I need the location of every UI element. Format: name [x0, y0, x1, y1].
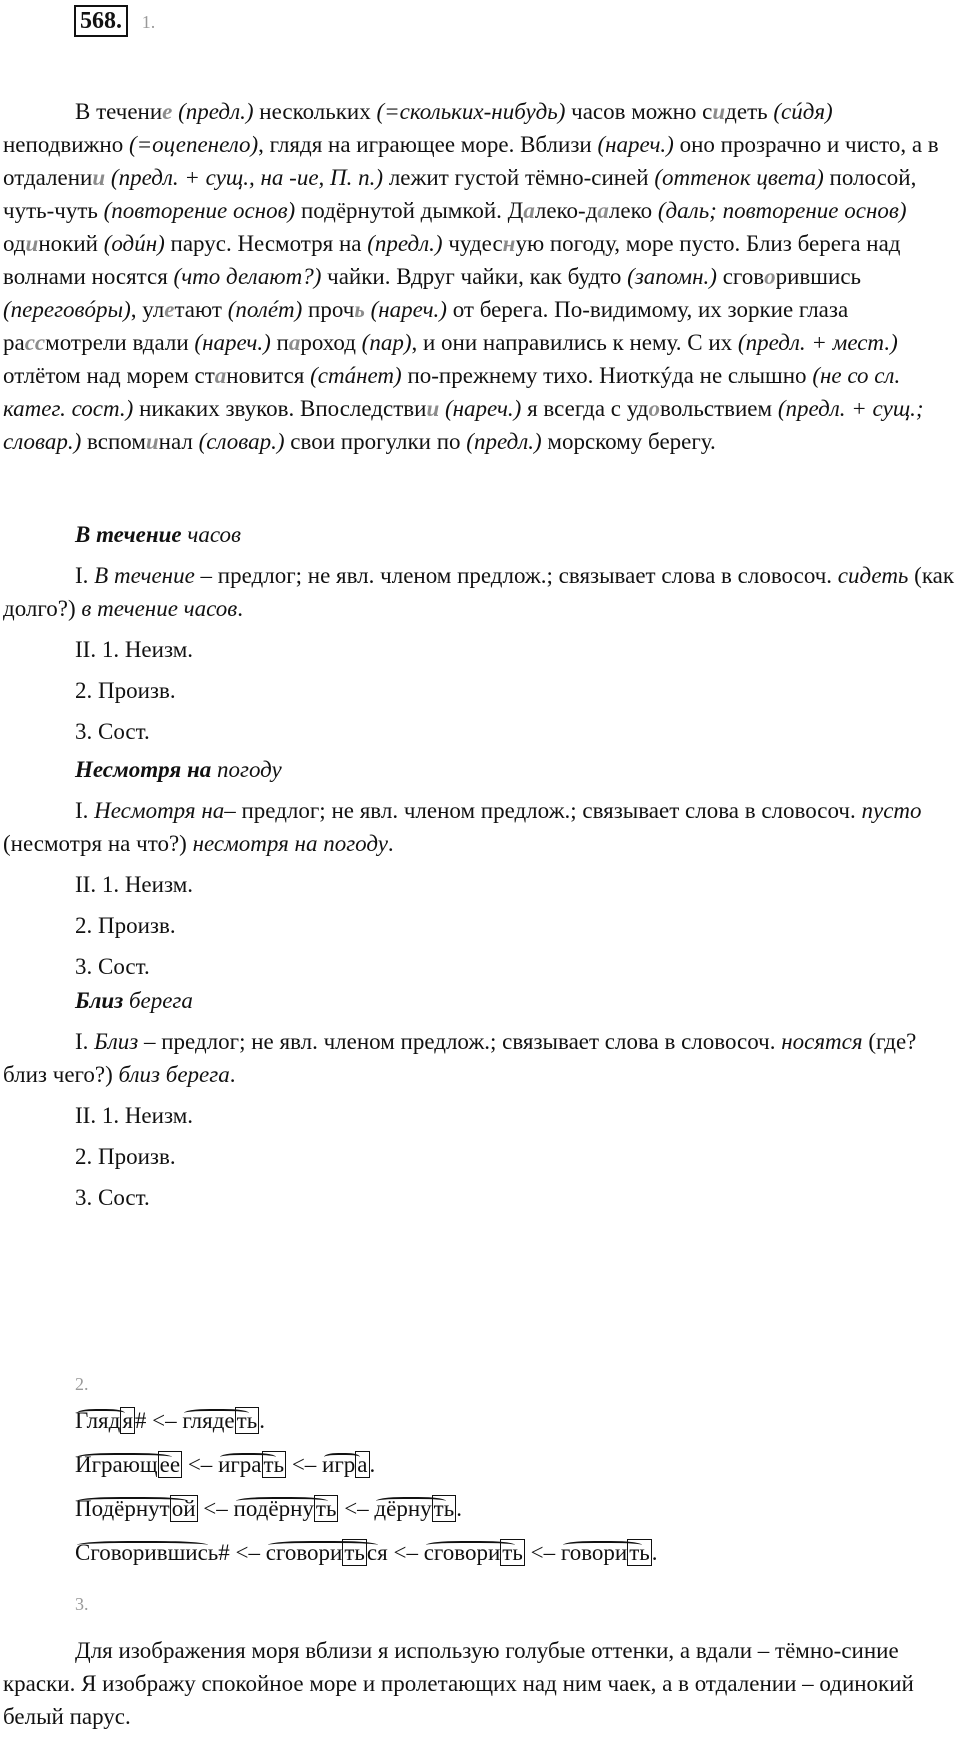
text-run: (не со сл. катег. сост.)	[3, 363, 901, 421]
word-stem: дёрну	[374, 1496, 432, 1521]
section-paragraph	[3, 1025, 955, 1091]
text-run: (полéт)	[227, 297, 303, 322]
derivation-arrow: .	[369, 1452, 376, 1477]
section-line: II. 1. Неизм.	[75, 872, 194, 897]
text-run: (предл. + сущ.; словар.)	[3, 396, 924, 454]
text-run: тают	[174, 297, 228, 322]
text-run: чудес	[442, 231, 503, 256]
derivation-arrow: <–	[182, 1452, 219, 1477]
text-run: од	[3, 231, 26, 256]
word-stem: говори	[560, 1540, 628, 1565]
section-line: 3. Сост.	[75, 1185, 150, 1210]
text-run: (переговóры)	[3, 297, 131, 322]
text-run: Несмотря на	[94, 798, 225, 823]
section-v-techenie	[3, 518, 955, 748]
stem-arc	[376, 1497, 446, 1507]
word-morphemes	[218, 1448, 286, 1481]
text-run: в течение часов	[81, 596, 238, 621]
word-morphemes	[424, 1536, 525, 1569]
stem-arc	[77, 1453, 172, 1463]
text-run: (повторение основ)	[103, 198, 296, 223]
text-run: лежит густой тёмно-синей	[383, 165, 655, 190]
section-paragraph	[3, 794, 955, 860]
stem-arc	[268, 1541, 378, 1551]
stem-arc	[77, 1409, 125, 1419]
text-run: от берега. По-видимому, их зоркие глаза ра	[3, 297, 849, 355]
word-stem: игр	[322, 1452, 356, 1477]
word-morphemes	[75, 1536, 218, 1569]
derivation-arrow: <–	[387, 1540, 424, 1565]
text-run: .	[387, 831, 394, 856]
stem-arc	[184, 1409, 249, 1419]
derivation-line	[75, 1448, 375, 1481]
word-morphemes	[322, 1448, 369, 1481]
word-stem: гляде	[182, 1408, 235, 1433]
word-morphemes	[561, 1536, 652, 1569]
text-run: – предлог; не явл. членом предлож.; связывает слова в словосоч.	[224, 798, 862, 823]
text-run: (пар)	[361, 330, 412, 355]
text-run: вольствием	[660, 396, 778, 421]
text-run: проч	[302, 297, 355, 322]
stem-arc	[426, 1541, 515, 1551]
section-bliz	[3, 984, 955, 1214]
text-run: (нареч.)	[364, 297, 447, 322]
text-run: (предл.)	[466, 429, 542, 454]
word-ending: ее	[159, 1452, 181, 1477]
word-ending: ть	[502, 1540, 523, 1565]
text-run: (стáнет)	[310, 363, 402, 388]
text-run: (сúдя)	[773, 99, 833, 124]
stem-arc	[324, 1453, 359, 1463]
highlighted-letter: н	[502, 231, 516, 256]
text-run: (нареч.)	[439, 396, 522, 421]
word-morphemes	[75, 1404, 135, 1437]
text-run: нал	[158, 429, 199, 454]
text-run: сгов	[716, 264, 765, 289]
section-line: 2. Произв.	[75, 1144, 176, 1169]
text-run: (оттенок цвета)	[654, 165, 824, 190]
text-run: (нареч.)	[194, 330, 271, 355]
word-stem: подёрну	[233, 1496, 314, 1521]
section-heading: Близ берега	[75, 988, 193, 1013]
text-run: I.	[75, 1029, 95, 1054]
text-run: новится	[226, 363, 311, 388]
word-morphemes	[234, 1492, 339, 1525]
text-run: – предлог; не явл. членом предлож.; связывает слова в словосоч.	[138, 1029, 782, 1054]
exercise-number: 568.	[74, 5, 128, 37]
section-heading: Несмотря на погоду	[75, 757, 282, 782]
word-stem: сговори	[265, 1540, 343, 1565]
text-run: неподвижно	[3, 132, 129, 157]
text-run: свои прогулки по	[284, 429, 467, 454]
text-run: .	[237, 596, 243, 621]
text-run: Близ	[94, 1029, 139, 1054]
word-stem: сговори	[423, 1540, 501, 1565]
derivation-line	[75, 1492, 462, 1525]
text-run: оно прозрачно и чисто, а в отдалени	[3, 132, 939, 190]
text-run: В течение	[94, 563, 195, 588]
derivation-arrow: # <–	[134, 1408, 183, 1433]
text-run: чайки. Вдруг чайки, как будто	[321, 264, 628, 289]
text-run: нескольких	[253, 99, 377, 124]
section-line: 3. Сост.	[75, 719, 150, 744]
text-run: несмотря на погоду	[192, 831, 388, 856]
text-run: (предл.)	[367, 231, 443, 256]
section-line: II. 1. Неизм.	[75, 637, 194, 662]
highlighted-letter: о	[648, 396, 661, 421]
highlighted-letter: и	[92, 165, 106, 190]
text-run: (одúн)	[103, 231, 165, 256]
text-run: близ берега	[118, 1062, 230, 1087]
word-ending: ть	[263, 1452, 285, 1477]
word-morphemes	[374, 1492, 456, 1525]
text-run: В течени	[75, 99, 163, 124]
text-run: леко-д	[534, 198, 598, 223]
text-run: (даль; повторение основ)	[657, 198, 907, 223]
word-morphemes	[75, 1492, 198, 1525]
text-run: (предл. + мест.)	[737, 330, 898, 355]
text-run: я всегда с уд	[521, 396, 649, 421]
text-run: (как долго?)	[3, 563, 955, 621]
word-stem: Подёрнут	[75, 1496, 170, 1521]
text-run: сидеть	[837, 563, 909, 588]
text-run: рившись	[775, 264, 862, 289]
text-run: (нареч.)	[597, 132, 674, 157]
derivation-arrow: <–	[524, 1540, 561, 1565]
stem-arc	[77, 1497, 188, 1507]
word-stem: игра	[218, 1452, 262, 1477]
text-run: деть	[725, 99, 774, 124]
highlighted-letter: и	[25, 231, 39, 256]
highlighted-letter: и	[712, 99, 726, 124]
word-morphemes	[75, 1448, 182, 1481]
highlighted-letter: о	[764, 264, 776, 289]
highlighted-letter: ь	[354, 297, 365, 322]
text-run: нокий	[38, 231, 104, 256]
derivation-line	[75, 1404, 265, 1437]
text-run: парус. Несмотря на	[164, 231, 368, 256]
text-run: – предлог; не явл. членом предлож.; связывает слова в словосоч.	[194, 563, 838, 588]
stem-arc	[236, 1497, 329, 1507]
word-morphemes	[266, 1536, 388, 1569]
word-stem: Сговорившись	[75, 1540, 219, 1565]
word-ending: ть	[629, 1540, 650, 1565]
text-run: I.	[75, 798, 95, 823]
derivation-arrow: # <–	[218, 1540, 266, 1565]
derivation-arrow: <–	[338, 1496, 375, 1521]
text-run: (предл.)	[172, 99, 254, 124]
text-run: п	[270, 330, 289, 355]
highlighted-letter: сс	[24, 330, 46, 355]
final-paragraph: Для изображения моря вблизи я использую голубые оттенки, а вдали – тёмно-синие краски. Я изображу спокойное море и пролетающих над ним чаек, а в отдалении – одинокий белый парус.	[3, 1638, 914, 1729]
highlighted-letter: а	[597, 198, 609, 223]
exercise-header	[74, 4, 155, 38]
word-ending: ть	[236, 1408, 258, 1433]
text-run: морскому берегу.	[541, 429, 716, 454]
text-run: (несмотря на что?)	[3, 831, 193, 856]
text-run: вспом	[81, 429, 146, 454]
word-ending: ой	[171, 1496, 196, 1521]
highlighted-letter: а	[214, 363, 227, 388]
text-run: (что делают?)	[173, 264, 322, 289]
highlighted-letter: е	[164, 297, 175, 322]
text-run: (где? близ чего?)	[3, 1029, 917, 1087]
word-ending: ть	[433, 1496, 455, 1521]
part-label-3: 3.	[75, 1594, 89, 1614]
text-run: .	[229, 1062, 236, 1087]
text-run: ую погоду, море пусто. Близ берега над волнами носятся	[3, 231, 901, 289]
section-line: II. 1. Неизм.	[75, 1103, 194, 1128]
text-run: мотрели вдали	[45, 330, 195, 355]
text-run: полосой, чуть-чуть	[3, 165, 917, 223]
derivation-arrow: .	[259, 1408, 265, 1433]
text-run: , и они направились к нему. С их	[411, 330, 738, 355]
word-postfix: ся	[366, 1540, 388, 1565]
text-run: подёрнутой дымкой. Д	[295, 198, 524, 223]
word-ending: ть	[344, 1540, 365, 1565]
section-heading: В течение часов	[75, 522, 241, 547]
highlighted-letter: а	[523, 198, 535, 223]
part-label-1: 1.	[141, 12, 156, 33]
stem-arc	[77, 1541, 208, 1551]
analyzed-text	[3, 95, 955, 458]
text-run: носятся	[781, 1029, 863, 1054]
text-run: (запомн.)	[627, 264, 717, 289]
text-run: (=скольких-нибудь)	[376, 99, 566, 124]
stem-arc	[220, 1453, 276, 1463]
word-stem: Гляд	[75, 1408, 121, 1433]
text-run: пусто	[861, 798, 922, 823]
text-run: (=оцепенело)	[128, 132, 259, 157]
section-nesmotrya-na	[3, 753, 955, 983]
section-line: 2. Произв.	[75, 913, 176, 938]
highlighted-letter: е	[162, 99, 173, 124]
text-run: роход	[300, 330, 362, 355]
section-line: 3. Сост.	[75, 954, 150, 979]
highlighted-letter: а	[288, 330, 301, 355]
word-ending: ть	[315, 1496, 337, 1521]
text-run: (предл. + сущ., на -ие, П. п.)	[105, 165, 384, 190]
part-label-2: 2.	[75, 1374, 89, 1394]
stem-arc	[563, 1541, 642, 1551]
text-run: , ул	[130, 297, 165, 322]
word-ending: а	[357, 1452, 368, 1477]
highlighted-letter: и	[145, 429, 159, 454]
word-stem: Играющ	[75, 1452, 158, 1477]
derivation-arrow: <–	[197, 1496, 234, 1521]
derivation-line	[75, 1536, 658, 1569]
section-line: 2. Произв.	[75, 678, 176, 703]
derivation-arrow: .	[651, 1540, 658, 1565]
derivation-arrow: <–	[286, 1452, 323, 1477]
text-run: часов можно с	[565, 99, 713, 124]
text-run: отлётом над морем ст	[3, 363, 215, 388]
text-run: никаких звуков. Впоследстви	[133, 396, 427, 421]
derivation-arrow: .	[456, 1496, 462, 1521]
text-run: (словар.)	[198, 429, 285, 454]
text-run: по-прежнему тихо. Ниоткýда не слышно	[401, 363, 813, 388]
text-run: , глядя на играющее море. Вблизи	[258, 132, 598, 157]
highlighted-letter: и	[426, 396, 440, 421]
word-ending: я	[122, 1408, 133, 1433]
text-run: леко	[608, 198, 658, 223]
word-morphemes	[182, 1404, 259, 1437]
text-run: I.	[75, 563, 95, 588]
section-paragraph	[3, 559, 955, 625]
